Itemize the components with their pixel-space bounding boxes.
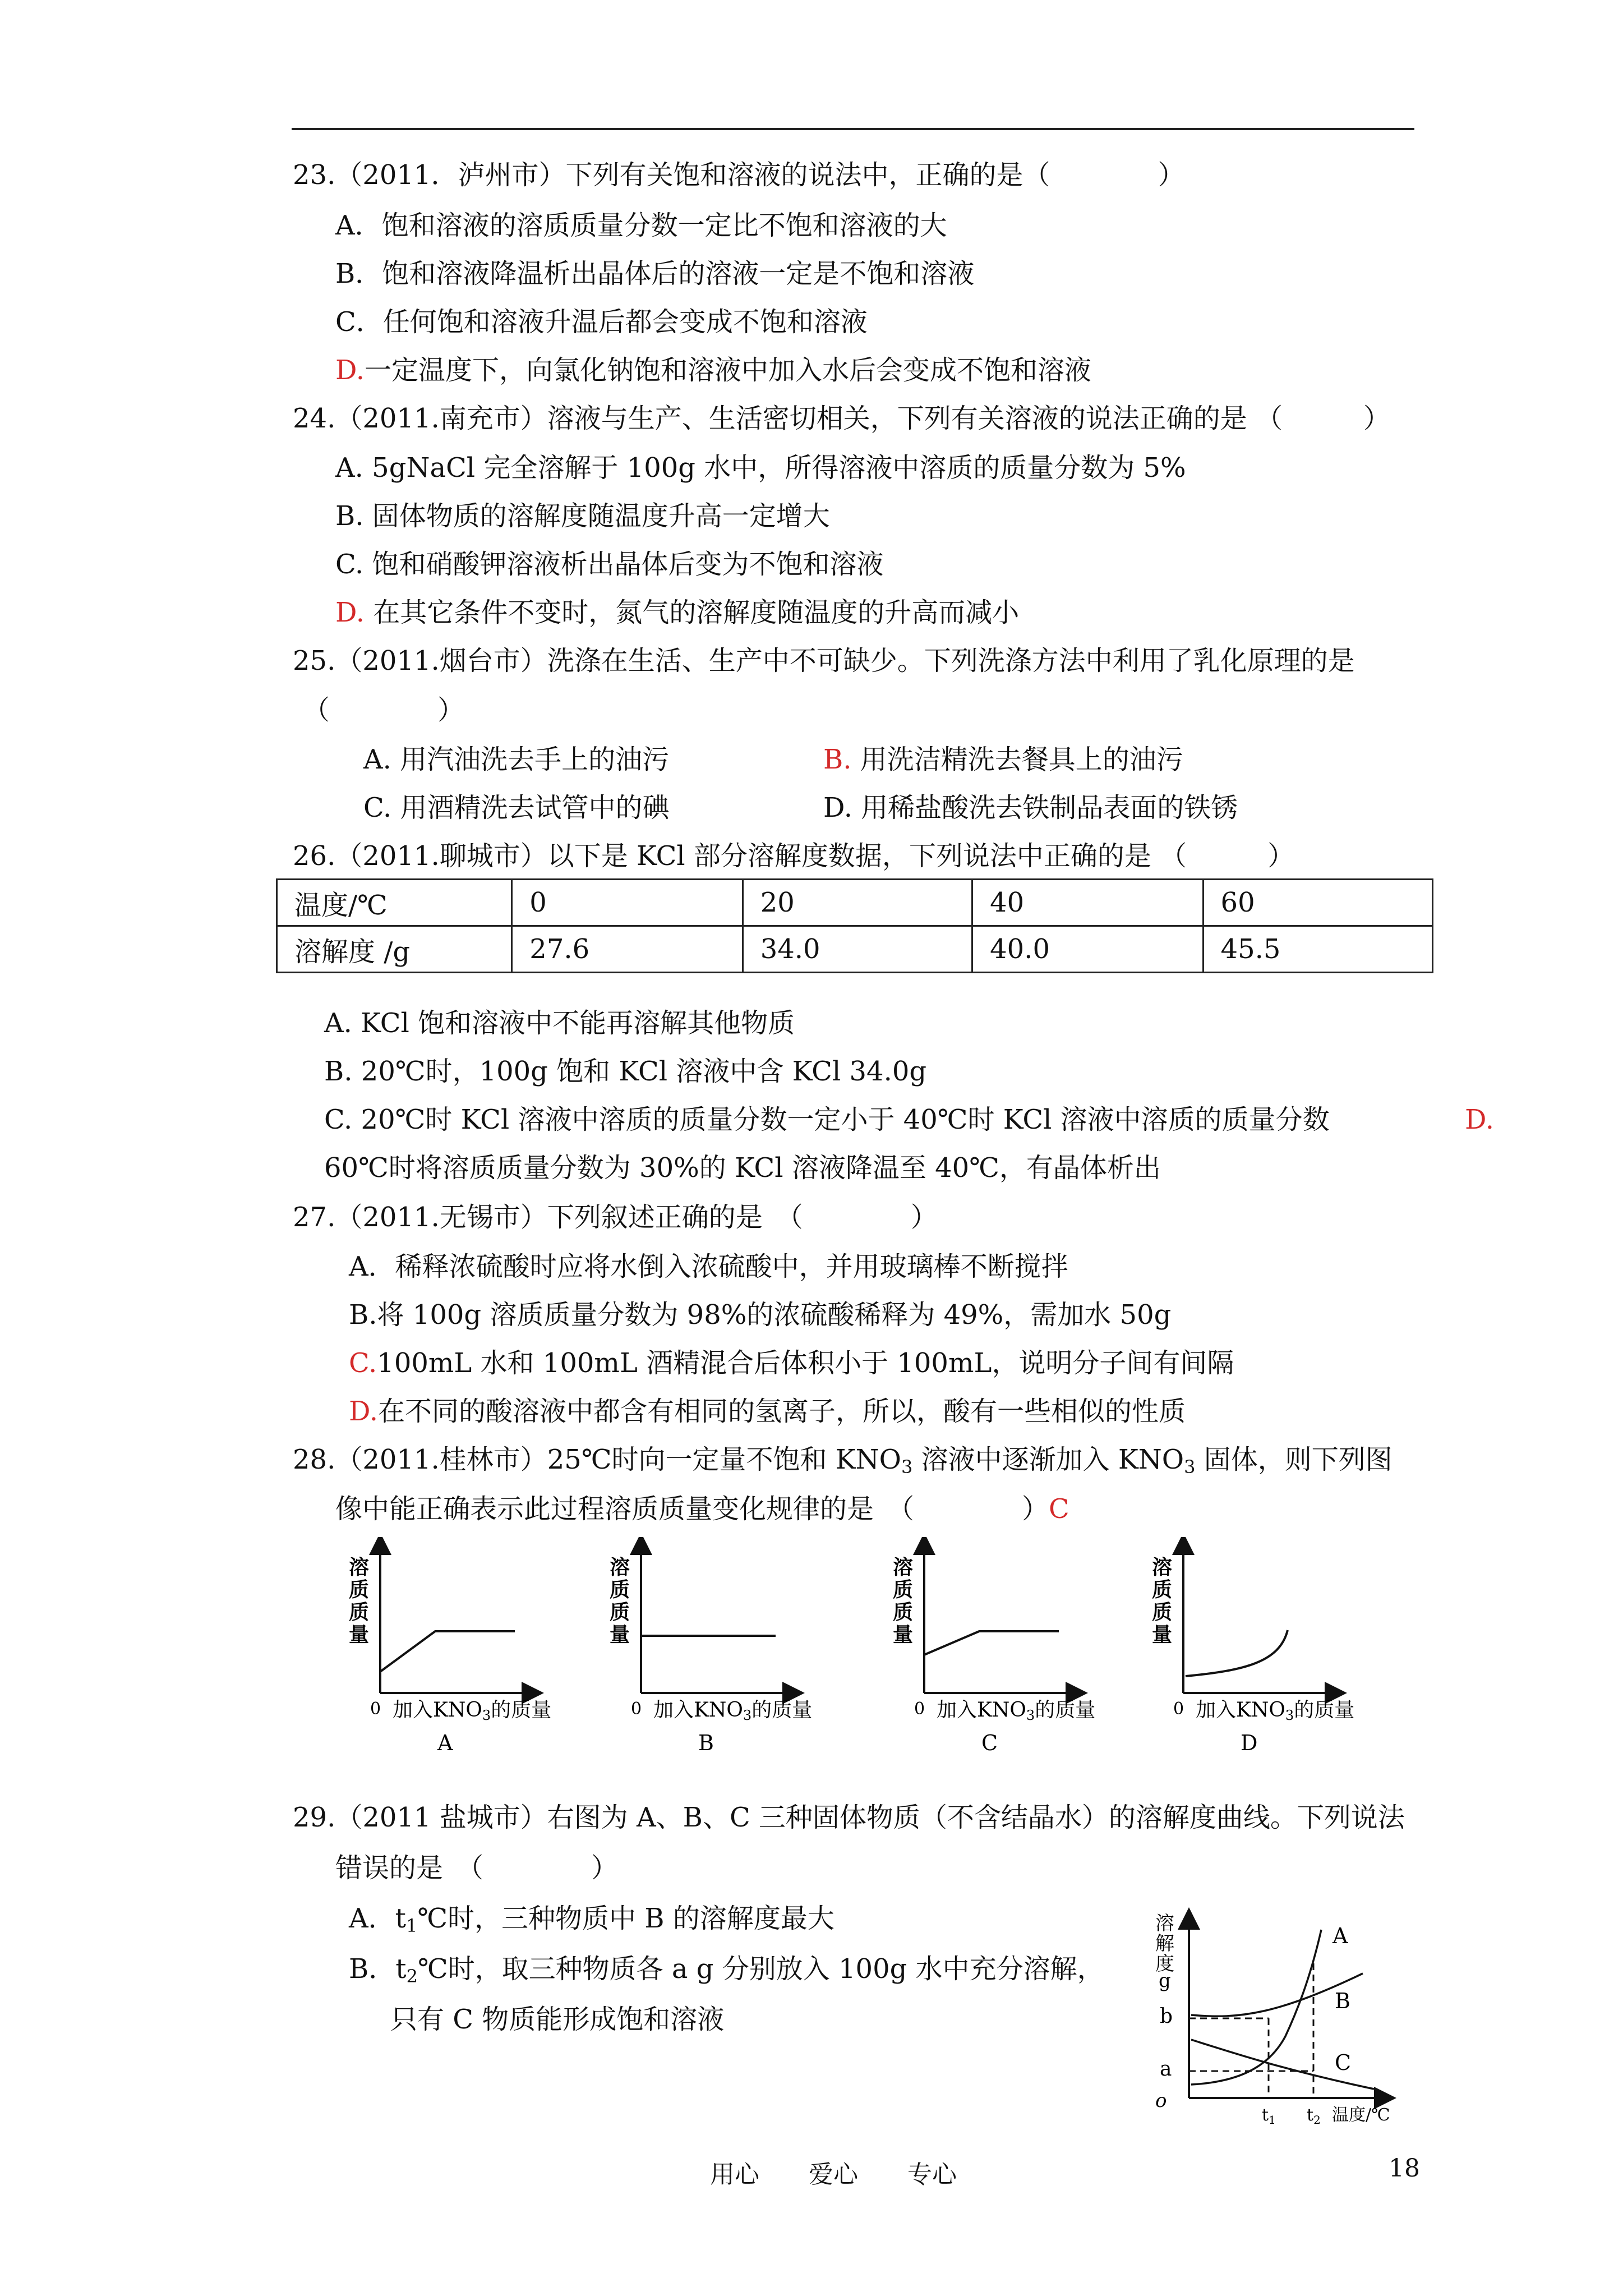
y-label-char: 量 (610, 1623, 630, 1646)
q24-option-b: B. 固体物质的溶解度随温度升高一定增大 (335, 500, 830, 532)
graph-line (924, 1631, 1059, 1655)
q28-stem-part: 像中能正确表示此过程溶质质量变化规律的是 （ ） (335, 1493, 1049, 1525)
table-cell: 温度/℃ (277, 880, 512, 926)
q29-option-b-line2: 只有 C 物质能形成饱和溶液 (390, 2004, 725, 2035)
q28-stem-line2 (335, 1492, 1069, 1526)
x-label-text: 加入KNO (1196, 1699, 1285, 1722)
origin-label: 0 (631, 1699, 642, 1719)
origin-label: 0 (370, 1699, 381, 1719)
q24-option-c: C. 饱和硝酸钾溶液析出晶体后变为不饱和溶液 (335, 549, 884, 580)
y-label-char: 溶 (349, 1556, 370, 1579)
solubility-curve-chart (1138, 1907, 1430, 2132)
q29-text: B．t (349, 1953, 407, 1985)
y-label-char: 量 (893, 1623, 914, 1646)
x-label-text: 的质量 (491, 1699, 552, 1722)
q25-option-a: A. 用汽油洗去手上的油污 (363, 744, 670, 775)
answer-mark: B. (823, 744, 852, 775)
x-axis-label (653, 1699, 812, 1723)
subscript: 1 (1269, 2113, 1276, 2127)
q27-option-d-text: 在不同的酸溶液中都含有相同的氢离子，所以，酸有一些相似的性质 (378, 1396, 1186, 1427)
table-row (277, 926, 1433, 973)
solubility-chart-svg (1138, 1907, 1430, 2132)
q24-option-a: A. 5gNaCl 完全溶解于 100g 水中，所得溶液中溶质的质量分数为 5% (335, 452, 1186, 484)
y-label-char: 溶 (893, 1556, 914, 1579)
q27-option-c-text: 100mL 水和 100mL 酒精混合后体积小于 100mL，说明分子间有间隔 (377, 1347, 1234, 1379)
q29-stem-line2: 错误的是 （ ） (335, 1852, 619, 1884)
q28-stem (293, 1443, 1393, 1484)
x-tick-t1 (1262, 2105, 1276, 2127)
subscript: 2 (1313, 2113, 1321, 2127)
answer-mark: D. (335, 355, 365, 386)
x-axis-unit: 温度/℃ (1332, 2105, 1390, 2125)
q29-text: ℃时，三种物质中 B 的溶解度最大 (417, 1903, 834, 1934)
q23-option-d-text: 一定温度下，向氯化钠饱和溶液中加入水后会变成不饱和溶液 (365, 355, 1092, 386)
graph-c (893, 1544, 1095, 1755)
graph-line (380, 1631, 515, 1672)
curve-label-a: A (1332, 1924, 1348, 1948)
q28-stem-part: 固体，则下列图 (1195, 1444, 1393, 1475)
x-tick-text: t (1307, 2105, 1314, 2125)
q28-graphs (336, 1537, 1458, 1761)
q29-option-a (349, 1902, 834, 1943)
origin-label: o (1155, 2090, 1167, 2112)
y-label-char: 质 (349, 1578, 370, 1602)
q25-option-c: C. 用酒精洗去试管中的碘 (363, 792, 670, 823)
answer-mark: C (1049, 1493, 1069, 1525)
table-cell: 27.6 (512, 926, 743, 973)
q23-option-a: A．饱和溶液的溶质质量分数一定比不饱和溶液的大 (335, 210, 947, 241)
graph-line (1186, 1630, 1288, 1676)
q24-option-d-text: 在其它条件不变时，氮气的溶解度随温度的升高而减小 (373, 597, 1020, 628)
q23-stem: 23.（2011．泸州市）下列有关饱和溶液的说法中，正确的是（ ） (293, 159, 1185, 191)
q26-option-b: B. 20℃时，100g 饱和 KCl 溶液中含 KCl 34.0g (324, 1056, 927, 1087)
q27-stem: 27.（2011.无锡市）下列叙述正确的是 （ ） (293, 1202, 938, 1233)
y-label-char: 度 (1155, 1953, 1174, 1975)
q27-option-a: A．稀释浓硫酸时应将水倒入浓硫酸中，并用玻璃棒不断搅拌 (349, 1251, 1068, 1282)
y-tick-a: a (1160, 2058, 1172, 2081)
answer-mark: D. (335, 597, 365, 628)
table-cell: 40 (972, 880, 1203, 926)
graph-label: D (1241, 1731, 1258, 1755)
kcl-solubility-table (276, 878, 1433, 973)
y-label-char: 质 (349, 1600, 370, 1624)
origin-label: 0 (914, 1699, 925, 1719)
x-axis-label (1196, 1699, 1354, 1723)
header-rule (292, 128, 1414, 130)
graph-a (349, 1544, 551, 1755)
q27-option-c (349, 1346, 1234, 1380)
q25-option-d: D. 用稀盐酸洗去铁制品表面的铁锈 (823, 792, 1238, 823)
table-cell: 40.0 (972, 926, 1203, 973)
q29-text: A．t (349, 1903, 406, 1934)
y-label-char: 量 (1152, 1623, 1173, 1646)
table-cell: 20 (743, 880, 972, 926)
y-label-char: 质 (1152, 1600, 1173, 1624)
x-label-text: 加入KNO (937, 1699, 1026, 1722)
q23-option-b: B．饱和溶液降温析出晶体后的溶液一定是不饱和溶液 (335, 258, 975, 289)
y-tick-b: b (1160, 2005, 1173, 2028)
table-cell: 34.0 (743, 926, 972, 973)
y-label-char: 溶 (610, 1556, 630, 1579)
x-label-text: 的质量 (751, 1699, 813, 1722)
subscript: 2 (406, 1966, 418, 1987)
curve-a (1191, 1930, 1321, 2085)
q26-option-c: C. 20℃时 KCl 溶液中溶质的质量分数一定小于 40℃时 KCl 溶液中溶质的质量分数 (324, 1104, 1330, 1135)
q25-option-b-text: 用洗洁精洗去餐具上的油污 (860, 744, 1183, 775)
q25-option-b (823, 743, 1183, 776)
q27-option-d (349, 1395, 1186, 1428)
q23-option-d (335, 353, 1091, 387)
q25-stem: 25.（2011.烟台市）洗涤在生活、生产中不可缺少。下列洗涤方法中利用了乳化原理的是 (293, 645, 1355, 677)
q28-stem-part: 溶液中逐渐加入 KNO (912, 1444, 1184, 1475)
subscript: 3 (1026, 1708, 1035, 1723)
graph-d (1152, 1544, 1354, 1755)
answer-mark: C. (349, 1347, 377, 1379)
subscript: 3 (1285, 1708, 1294, 1723)
q27-option-b: B.将 100g 溶质质量分数为 98%的浓硫酸稀释为 49%，需加水 50g (349, 1299, 1172, 1331)
y-label-char: 量 (349, 1623, 370, 1646)
graph-label: C (981, 1731, 998, 1755)
x-label-text: 的质量 (1035, 1699, 1096, 1722)
q25-paren: （ ） (303, 694, 465, 726)
subscript: 3 (482, 1708, 491, 1723)
y-label-char: 溶 (1155, 1912, 1174, 1935)
table-cell: 60 (1203, 880, 1432, 926)
subscript: 3 (901, 1456, 913, 1478)
graph-label: B (698, 1731, 714, 1755)
footer-slogan: 用心 爱心 专心 (710, 2160, 957, 2189)
table-row (277, 880, 1433, 926)
answer-mark: D. (1465, 1104, 1495, 1135)
q29-stem: 29.（2011 盐城市）右图为 A、B、C 三种固体物质（不含结晶水）的溶解度曲线。下列说法 (293, 1802, 1405, 1833)
x-axis-label (937, 1699, 1095, 1723)
subscript: 3 (1184, 1456, 1196, 1478)
y-label-char: 解 (1155, 1932, 1174, 1955)
x-tick-text: t (1262, 2105, 1269, 2125)
q24-option-d (335, 596, 1019, 629)
q24-stem: 24.（2011.南充市）溶液与生产、生活密切相关，下列有关溶液的说法正确的是 （ ） (293, 403, 1391, 434)
table-cell: 溶解度 /g (277, 926, 512, 973)
table-cell: 45.5 (1203, 926, 1432, 973)
page-number: 18 (1389, 2154, 1420, 2183)
x-label-text: 的质量 (1294, 1699, 1355, 1722)
y-label-char: 质 (610, 1578, 630, 1602)
x-tick-t2 (1307, 2105, 1321, 2127)
q28-stem-part: 28.（2011.桂林市）25℃时向一定量不饱和 KNO (293, 1444, 901, 1475)
x-label-text: 加入KNO (653, 1699, 743, 1722)
y-label-char: 质 (893, 1578, 914, 1602)
curve-label-b: B (1335, 1989, 1350, 2013)
y-label-char: g (1159, 1970, 1171, 1992)
answer-mark: D. (349, 1396, 379, 1427)
origin-label: 0 (1173, 1699, 1184, 1719)
y-label-char: 溶 (1152, 1556, 1173, 1579)
q26-stem: 26.（2011.聊城市）以下是 KCl 部分溶解度数据，下列说法中正确的是 （ ） (293, 840, 1295, 872)
graph-label: A (437, 1731, 453, 1755)
y-label-char: 质 (1152, 1578, 1173, 1602)
q28-graphs-svg (336, 1537, 1458, 1761)
q23-option-c: C．任何饱和溶液升温后都会变成不饱和溶液 (335, 306, 868, 338)
q26-option-a: A. KCl 饱和溶液中不能再溶解其他物质 (324, 1007, 795, 1039)
q29-text: ℃时，取三种物质各 a g 分别放入 100g 水中充分溶解， (417, 1953, 1104, 1985)
curve-label-c: C (1335, 2050, 1352, 2075)
subscript: 1 (405, 1915, 418, 1936)
x-axis-label (393, 1699, 551, 1723)
q29-option-b (349, 1952, 1104, 1993)
x-label-text: 加入KNO (393, 1699, 482, 1722)
subscript: 3 (743, 1708, 752, 1723)
q26-option-d: 60℃时将溶质质量分数为 30%的 KCl 溶液降温至 40℃，有晶体析出 (324, 1152, 1161, 1184)
graph-b (610, 1544, 812, 1755)
table-cell: 0 (512, 880, 743, 926)
y-label-char: 质 (893, 1600, 914, 1624)
y-label-char: 质 (610, 1600, 630, 1624)
